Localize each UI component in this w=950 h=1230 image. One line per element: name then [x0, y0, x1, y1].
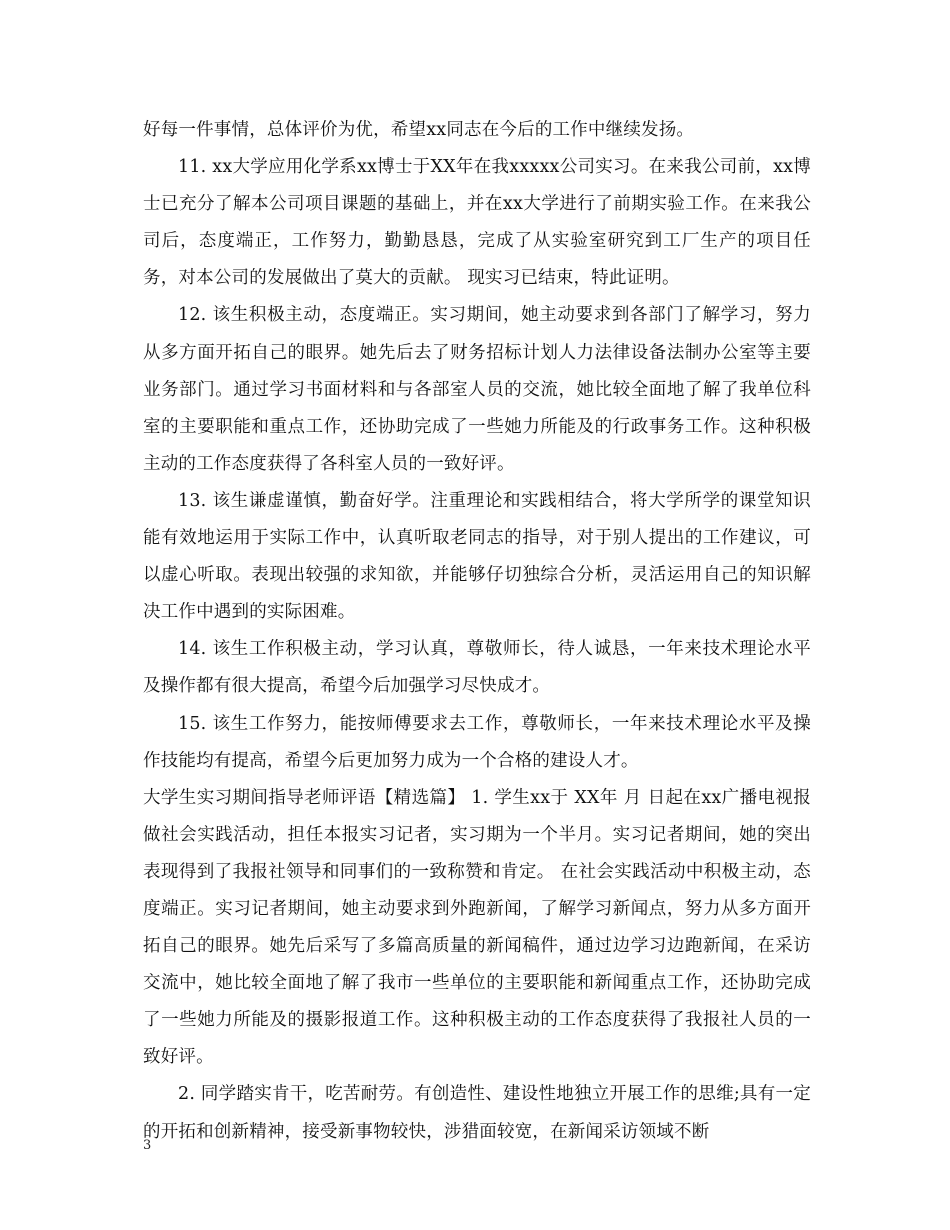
paragraph-12: 12. 该生积极主动，态度端正。实习期间，她主动要求到各部门了解学习，努力从多方面开拓自己的眼界。她先后去了财务招标计划人力法律设备法制办公室等主要业务部门。通过学习书面材料和与各部室人员的交流，她比较全面地了解了我单位科室的主要职能和重点工作，还协助完成了一些她力所能及的行政事务工作。这种积极主动的工作态度获得了各科室人员的一致好评。: [143, 305, 811, 474]
paragraph-13: 13. 该生谦虚谨慎，勤奋好学。注重理论和实践相结合，将大学所学的课堂知识能有效地运用于实际工作中，认真听取老同志的指导，对于别人提出的工作建议，可以虚心听取。表现出较强的求知欲，并能够仔切独综合分析，灵活运用自己的知识解决工作中遇到的实际困难。: [143, 490, 811, 623]
paragraph-15: 15. 该生工作努力，能按师傅要求去工作，尊敬师长，一年来技术理论水平及操作技能均有提高，希望今后更加努力成为一个合格的建设人才。: [143, 713, 811, 771]
paragraph-14: 14. 该生工作积极主动，学习认真，尊敬师长，待人诚恳，一年来技术理论水平及操作都有很大提高，希望今后加强学习尽快成才。: [143, 639, 811, 697]
page-number: 3: [143, 1138, 152, 1153]
paragraph-11: 11. xx大学应用化学系xx博士于XX年在我xxxxx公司实习。在来我公司前，xx博士已充分了解本公司项目课题的基础上，并在xx大学进行了前期实验工作。在来我公司后，态度端正，工作努力，勤勤恳恳，完成了从实验室研究到工厂生产的项目任务，对本公司的发展做出了莫大的贡献。 现实习已结束，特此证明。: [143, 157, 811, 289]
document-body: [143, 112, 811, 1151]
section-heading-paragraph: 大学生实习期间指导老师评语【精选篇】 1. 学生xx于 XX年 月 日起在xx广播电视报做社会实践活动，担任本报实习记者，实习期为一个半月。实习记者期间，她的突出表现得到了我报社领导和同事们的一致称赞和肯定。 在社会实践活动中积极主动，态度端正。实习记者期间，她主动要求到外跑新闻，了解学习新闻点，努力从多方面开拓自己的眼界。她先后采写了多篇高质量的新闻稿件，通过边学习边跑新闻，在采访交流中，她比较全面地了解了我市一些单位的主要职能和新闻重点工作，还协助完成了一些她力所能及的摄影报道工作。这种积极主动的工作态度获得了我报社人员的一致好评。: [143, 787, 811, 1068]
paragraph-2: 2. 同学踏实肯干，吃苦耐劳。有创造性、建设性地独立开展工作的思维;具有一定的开拓和创新精神，接受新事物较快，涉猎面较宽，在新闻采访领域不断: [143, 1084, 811, 1142]
paragraph-1: 好每一件事情，总体评价为优，希望xx同志在今后的工作中继续发扬。: [143, 120, 695, 140]
